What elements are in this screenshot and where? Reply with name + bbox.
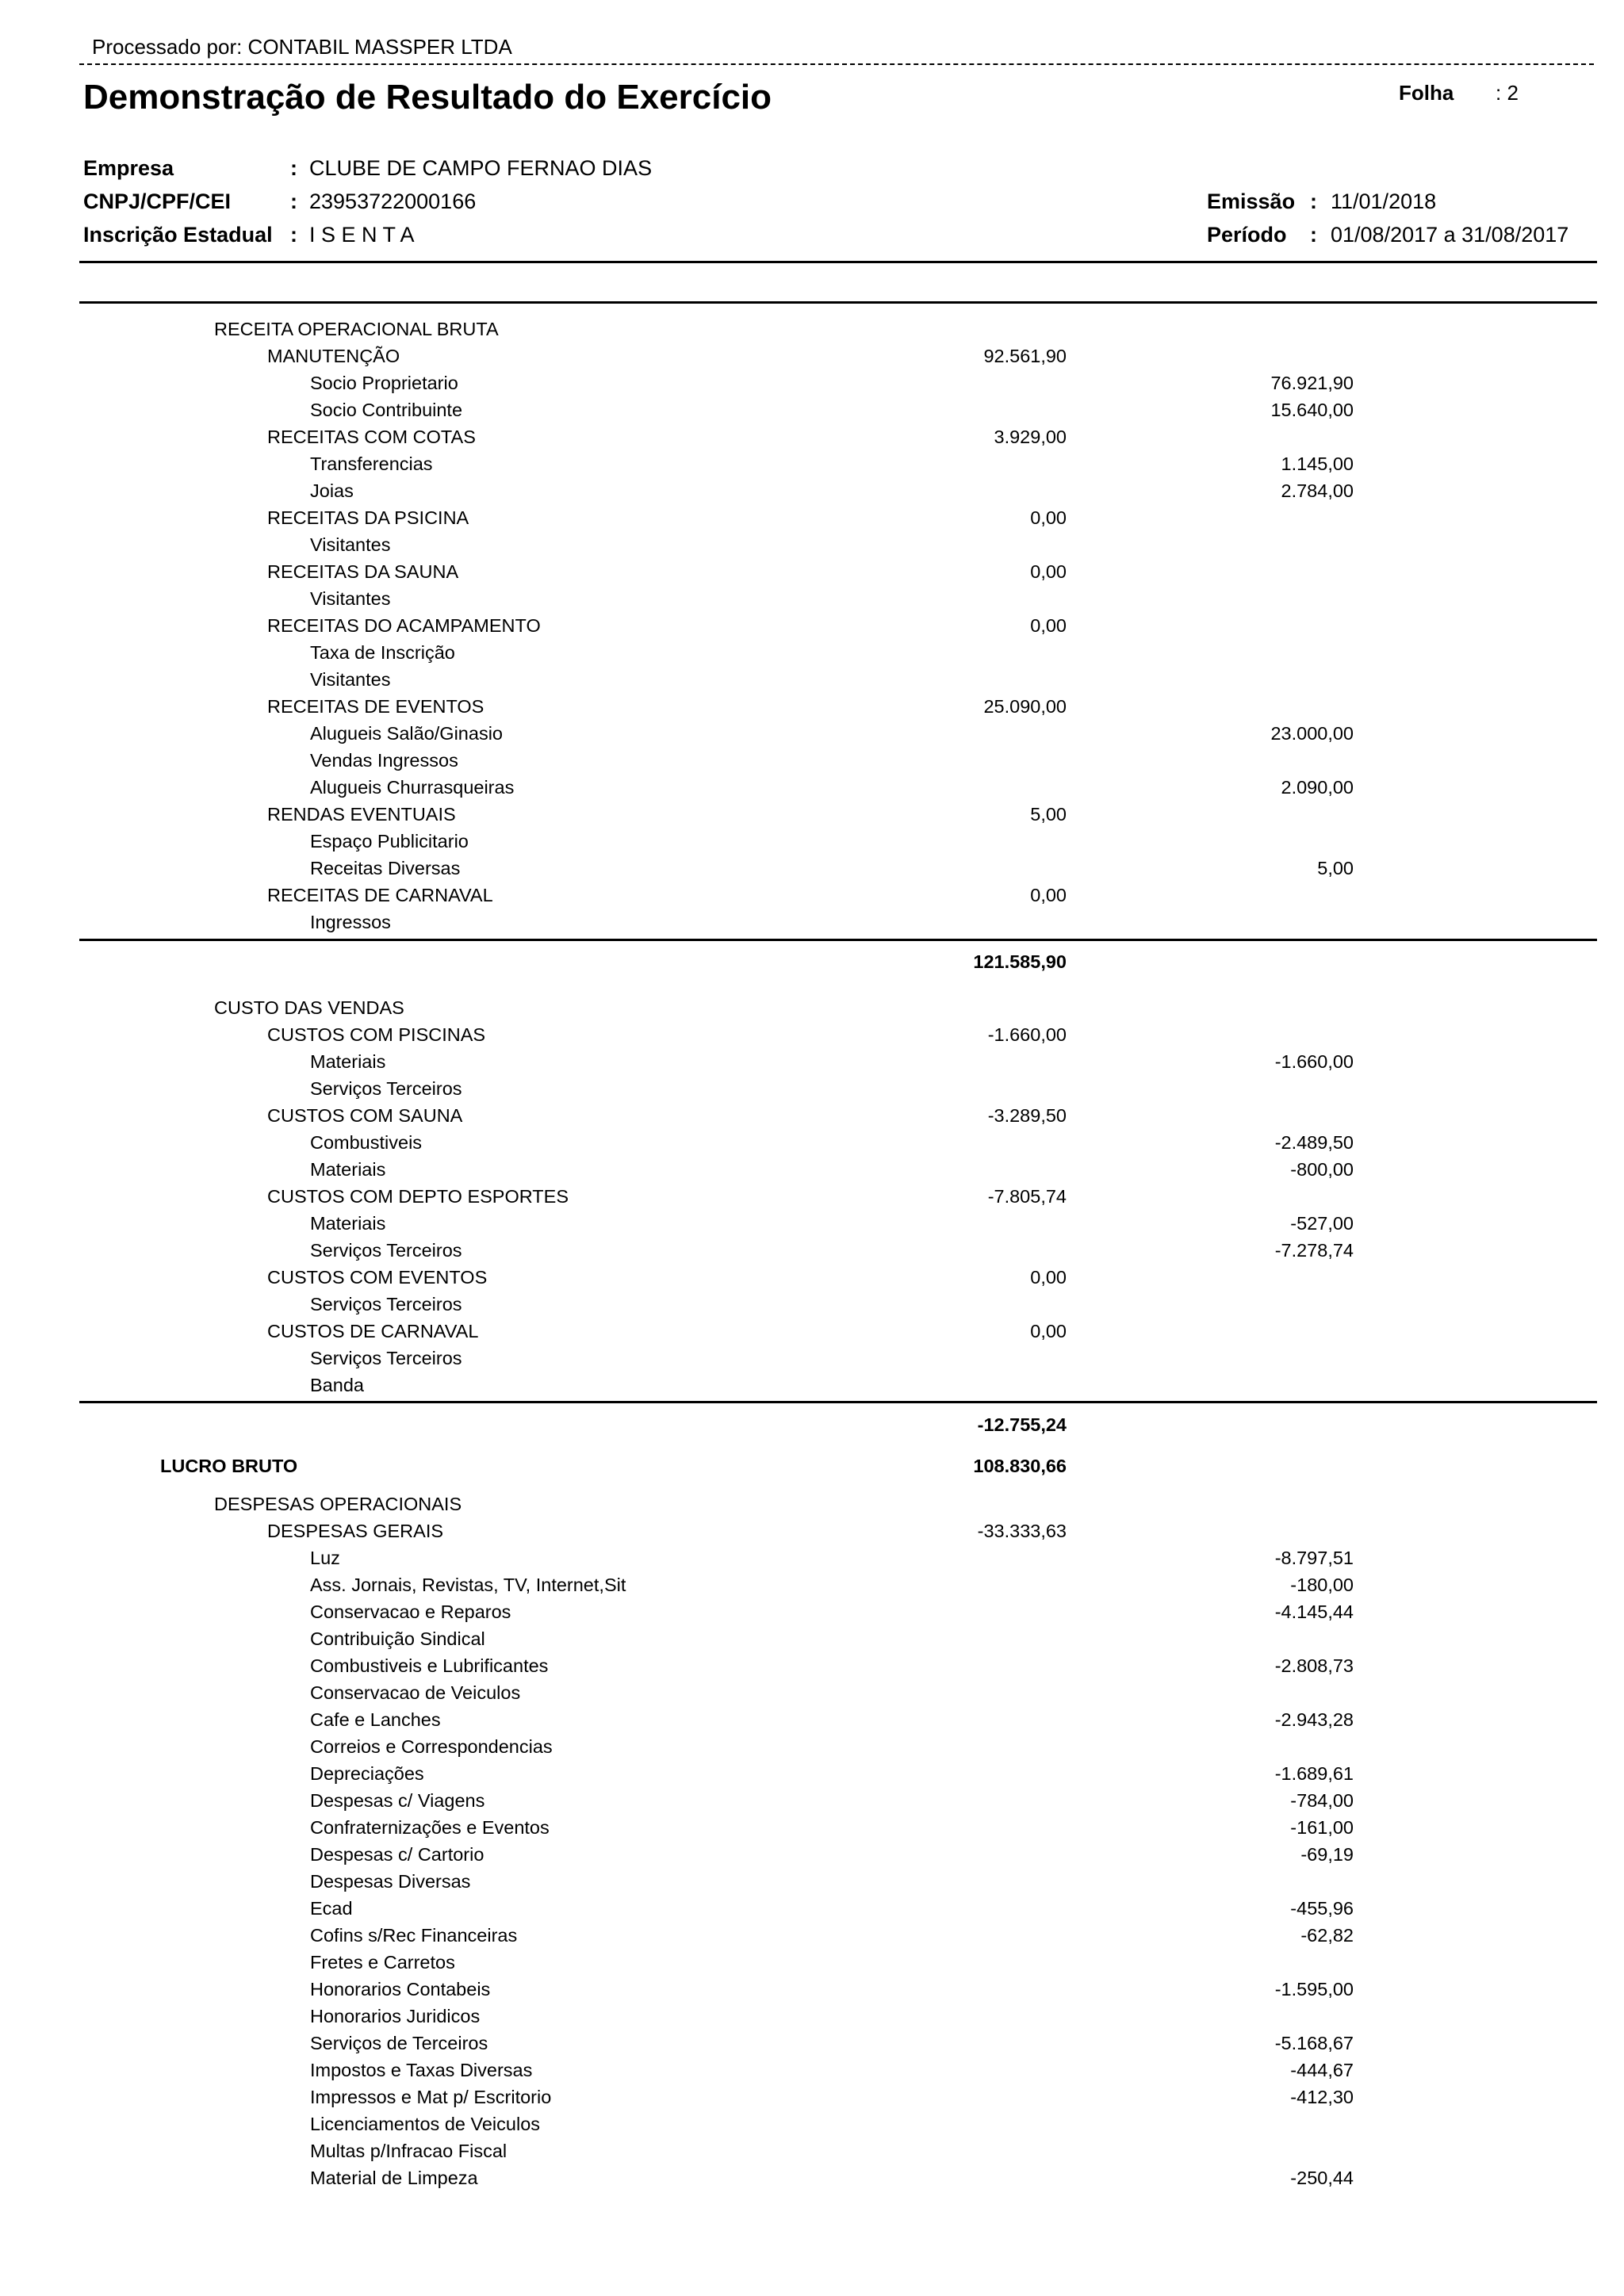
empresa-value: CLUBE DE CAMPO FERNAO DIAS [309, 156, 653, 180]
row-label: Cafe e Lanches [310, 1709, 441, 1730]
row-label: Multas p/Infracao Fiscal [310, 2141, 508, 2161]
row-detail-value: -180,00 [1290, 1575, 1354, 1595]
cnpj-colon: : [290, 189, 297, 213]
row-detail-value: -2.489,50 [1274, 1132, 1354, 1153]
table-row [0, 450, 1624, 477]
row-detail-value: 76.921,90 [1270, 373, 1354, 393]
row-label: CUSTOS COM DEPTO ESPORTES [267, 1186, 569, 1207]
row-label: Alugueis Salão/Ginasio [310, 723, 503, 744]
row-label: RECEITAS DE CARNAVAL [267, 885, 493, 905]
row-subtotal: 3.929,00 [994, 427, 1067, 447]
gross-profit-row [0, 1452, 1624, 1479]
row-label: Serviços Terceiros [310, 1078, 462, 1099]
row-label: Cofins s/Rec Financeiras [310, 1925, 518, 1946]
table-row [0, 1706, 1624, 1733]
row-label: RECEITAS DO ACAMPAMENTO [267, 615, 541, 636]
row-detail-value: -1.660,00 [1274, 1051, 1354, 1072]
row-detail-value: -4.145,44 [1274, 1601, 1354, 1622]
row-label: Ass. Jornais, Revistas, TV, Internet,Sit [310, 1575, 626, 1595]
table-top-divider [79, 301, 1597, 304]
table-row [0, 1318, 1624, 1345]
table-row [0, 2164, 1624, 2191]
table-row [0, 1760, 1624, 1787]
row-detail-value: 15.640,00 [1270, 400, 1354, 420]
row-detail-value: 23.000,00 [1270, 723, 1354, 744]
table-row [0, 2137, 1624, 2164]
row-label: CUSTOS DE CARNAVAL [267, 1321, 479, 1341]
row-label: Conservacao e Reparos [310, 1601, 511, 1622]
ie-value: I S E N T A [309, 223, 415, 247]
row-label: Combustiveis e Lubrificantes [310, 1655, 549, 1676]
row-detail-value: -69,19 [1300, 1844, 1354, 1865]
row-label: Honorarios Juridicos [310, 2006, 481, 2026]
table-row [0, 2030, 1624, 2057]
table-row [0, 1625, 1624, 1652]
row-detail-value: -250,44 [1290, 2168, 1354, 2188]
row-detail-value: -5.168,67 [1274, 2033, 1354, 2053]
table-row [0, 1237, 1624, 1264]
row-label: Impressos e Mat p/ Escritorio [310, 2087, 552, 2107]
row-detail-value: -527,00 [1290, 1213, 1354, 1234]
table-row [0, 2191, 1624, 2218]
row-subtotal: 25.090,00 [983, 696, 1067, 717]
row-label: Alugueis Churrasqueiras [310, 777, 515, 798]
section-divider [79, 939, 1597, 941]
table-row [0, 1156, 1624, 1183]
ie-colon: : [290, 223, 297, 247]
table-row [0, 423, 1624, 450]
cnpj-value: 23953722000166 [309, 189, 477, 213]
row-label: LUCRO BRUTO [160, 1456, 298, 1476]
table-row [0, 612, 1624, 639]
row-detail-value: -161,00 [1290, 1817, 1354, 1838]
section-total-value: -12.755,24 [977, 1414, 1067, 1435]
row-subtotal: 0,00 [1030, 1321, 1067, 1341]
row-label: Serviços de Terceiros [310, 2033, 488, 2053]
table-row [0, 396, 1624, 423]
table-row [0, 828, 1624, 855]
section-total-value: 121.585,90 [973, 951, 1067, 972]
cnpj-label: CNPJ/CPF/CEI [83, 189, 232, 213]
row-label: RECEITAS COM COTAS [267, 427, 476, 447]
table-row [0, 747, 1624, 774]
row-label: RECEITAS DE EVENTOS [267, 696, 485, 717]
row-subtotal: 5,00 [1030, 804, 1067, 825]
row-detail-value: 2.784,00 [1281, 480, 1354, 501]
table-row [0, 855, 1624, 882]
row-label: Ingressos [310, 912, 391, 932]
row-label: Luz [310, 1548, 340, 1568]
periodo-value: 01/08/2017 a 31/08/2017 [1331, 223, 1569, 247]
table-row [0, 369, 1624, 396]
table-row [0, 1345, 1624, 1372]
table-row [0, 316, 1624, 342]
row-label: CUSTOS COM SAUNA [267, 1105, 463, 1126]
row-label: Despesas Diversas [310, 1871, 471, 1892]
table-row [0, 1183, 1624, 1210]
empresa-label: Empresa [83, 156, 174, 180]
row-detail-value: -2.808,73 [1274, 1655, 1354, 1676]
section-total-row [0, 948, 1624, 975]
row-label: Vendas Ingressos [310, 750, 458, 771]
emissao-value: 11/01/2018 [1331, 189, 1437, 213]
row-subtotal: -7.805,74 [987, 1186, 1067, 1207]
table-row [0, 1787, 1624, 1814]
table-row [0, 882, 1624, 909]
table-row [0, 504, 1624, 531]
row-label: DESPESAS OPERACIONAIS [214, 1494, 462, 1514]
row-label: Joias [310, 480, 354, 501]
row-detail-value: 5,00 [1317, 858, 1354, 878]
row-detail-value: -455,96 [1290, 1898, 1354, 1919]
row-detail-value: -8.797,51 [1274, 1548, 1354, 1568]
row-label: RECEITAS DA PSICINA [267, 507, 469, 528]
row-label: Serviços Terceiros [310, 1294, 462, 1314]
table-row [0, 666, 1624, 693]
table-row [0, 1814, 1624, 1841]
row-label: Impostos e Taxas Diversas [310, 2060, 533, 2080]
row-label: Material de Limpeza [310, 2168, 478, 2188]
row-detail-value: -444,67 [1290, 2060, 1354, 2080]
row-subtotal: 0,00 [1030, 561, 1067, 582]
row-label: Honorarios Contabeis [310, 1979, 491, 1999]
table-row [0, 1598, 1624, 1625]
table-row [0, 1922, 1624, 1949]
table-row [0, 1021, 1624, 1048]
table-row [0, 801, 1624, 828]
row-subtotal: 0,00 [1030, 1267, 1067, 1288]
row-subtotal: -1.660,00 [987, 1024, 1067, 1045]
row-label: MANUTENÇÃO [267, 346, 400, 366]
row-label: Conservacao de Veiculos [310, 1682, 521, 1703]
sheet-label: Folha [1399, 81, 1454, 105]
empresa-colon: : [290, 156, 297, 180]
row-subtotal: 92.561,90 [983, 346, 1067, 366]
table-row [0, 639, 1624, 666]
row-label: Materiais [310, 1051, 386, 1072]
row-label: Socio Contribuinte [310, 400, 463, 420]
table-row [0, 1264, 1624, 1291]
table-row [0, 531, 1624, 558]
row-label: RECEITA OPERACIONAL BRUTA [214, 319, 499, 339]
table-row [0, 1895, 1624, 1922]
row-label: Visitantes [310, 669, 391, 690]
row-label: Despesas c/ Viagens [310, 1790, 485, 1811]
table-row [0, 477, 1624, 504]
table-row [0, 585, 1624, 612]
table-row [0, 720, 1624, 747]
table-row [0, 1075, 1624, 1102]
row-subtotal: -3.289,50 [987, 1105, 1067, 1126]
sheet-value: : 2 [1496, 81, 1519, 105]
row-detail-value: -2.943,28 [1274, 1709, 1354, 1730]
row-label: Banda [310, 1375, 364, 1395]
row-subtotal: 0,00 [1030, 885, 1067, 905]
row-detail-value: -62,82 [1300, 1925, 1354, 1946]
table-row [0, 1544, 1624, 1571]
table-row [0, 1291, 1624, 1318]
ie-label: Inscrição Estadual [83, 223, 273, 247]
row-label: CUSTOS COM PISCINAS [267, 1024, 486, 1045]
table-row [0, 1490, 1624, 1517]
table-row [0, 1048, 1624, 1075]
row-label: Receitas Diversas [310, 858, 461, 878]
row-detail-value: -784,00 [1290, 1790, 1354, 1811]
row-label: Visitantes [310, 534, 391, 555]
row-label: Confraternizações e Eventos [310, 1817, 550, 1838]
table-row [0, 2003, 1624, 2030]
row-label: Visitantes [310, 588, 391, 609]
table-row [0, 342, 1624, 369]
row-label: DESPESAS GERAIS [267, 1521, 444, 1541]
table-row [0, 2084, 1624, 2110]
row-label: Materiais [310, 1213, 386, 1234]
table-row [0, 909, 1624, 936]
table-row [0, 1372, 1624, 1399]
row-label: Socio Proprietario [310, 373, 458, 393]
row-label: Contribuição Sindical [310, 1628, 485, 1649]
row-label: Ecad [310, 1898, 353, 1919]
row-subtotal: 0,00 [1030, 615, 1067, 636]
row-label: Serviços Terceiros [310, 1240, 462, 1261]
row-label: Fretes e Carretos [310, 1952, 455, 1973]
table-row [0, 994, 1624, 1021]
row-label: RECEITAS DA SAUNA [267, 561, 459, 582]
row-detail-value: -1.689,61 [1274, 1763, 1354, 1784]
emissao-label: Emissão [1207, 189, 1296, 213]
table-row [0, 1949, 1624, 1976]
table-row [0, 2057, 1624, 2084]
row-label: Combustiveis [310, 1132, 423, 1153]
row-label: Depreciações [310, 1763, 424, 1784]
table-row [0, 1517, 1624, 1544]
row-detail-value: -7.278,74 [1274, 1240, 1354, 1261]
row-label: Serviços Terceiros [310, 1348, 462, 1368]
row-detail-value: 1.145,00 [1281, 453, 1354, 474]
row-label: Espaço Publicitario [310, 831, 469, 851]
row-label: Despesas c/ Cartorio [310, 1844, 485, 1865]
periodo-label: Período [1207, 223, 1287, 247]
table-row [0, 1571, 1624, 1598]
section-divider [79, 1401, 1597, 1403]
row-label: Transferencias [310, 453, 433, 474]
header-divider [79, 261, 1597, 263]
table-row [0, 693, 1624, 720]
row-detail-value: -412,30 [1290, 2087, 1354, 2107]
row-label: Materiais [310, 1159, 386, 1180]
row-detail-value: -1.595,00 [1274, 1979, 1354, 1999]
dashed-divider [79, 63, 1594, 65]
row-label: CUSTO DAS VENDAS [214, 997, 404, 1018]
table-row [0, 1129, 1624, 1156]
table-row [0, 1102, 1624, 1129]
row-subtotal: 0,00 [1030, 507, 1067, 528]
row-subtotal: -33.333,63 [977, 1521, 1067, 1541]
table-row [0, 1733, 1624, 1760]
table-row [0, 1841, 1624, 1868]
row-label: RENDAS EVENTUAIS [267, 804, 456, 825]
gross-profit-value: 108.830,66 [973, 1456, 1067, 1476]
periodo-colon: : [1310, 223, 1317, 247]
table-row [0, 1868, 1624, 1895]
page-title: Demonstração de Resultado do Exercício [83, 78, 772, 117]
row-label: Licenciamentos de Veiculos [310, 2114, 541, 2134]
row-detail-value: 2.090,00 [1281, 777, 1354, 798]
processed-by: Processado por: CONTABIL MASSPER LTDA [92, 35, 512, 59]
table-row [0, 774, 1624, 801]
table-row [0, 1679, 1624, 1706]
table-row [0, 2110, 1624, 2137]
table-row [0, 1652, 1624, 1679]
row-label: Taxa de Inscrição [310, 642, 455, 663]
row-label: CUSTOS COM EVENTOS [267, 1267, 488, 1288]
row-detail-value: -800,00 [1290, 1159, 1354, 1180]
table-row [0, 1210, 1624, 1237]
table-row [0, 1976, 1624, 2003]
section-total-row [0, 1411, 1624, 1438]
emissao-colon: : [1310, 189, 1317, 213]
table-row [0, 558, 1624, 585]
row-label: Correios e Correspondencias [310, 1736, 553, 1757]
